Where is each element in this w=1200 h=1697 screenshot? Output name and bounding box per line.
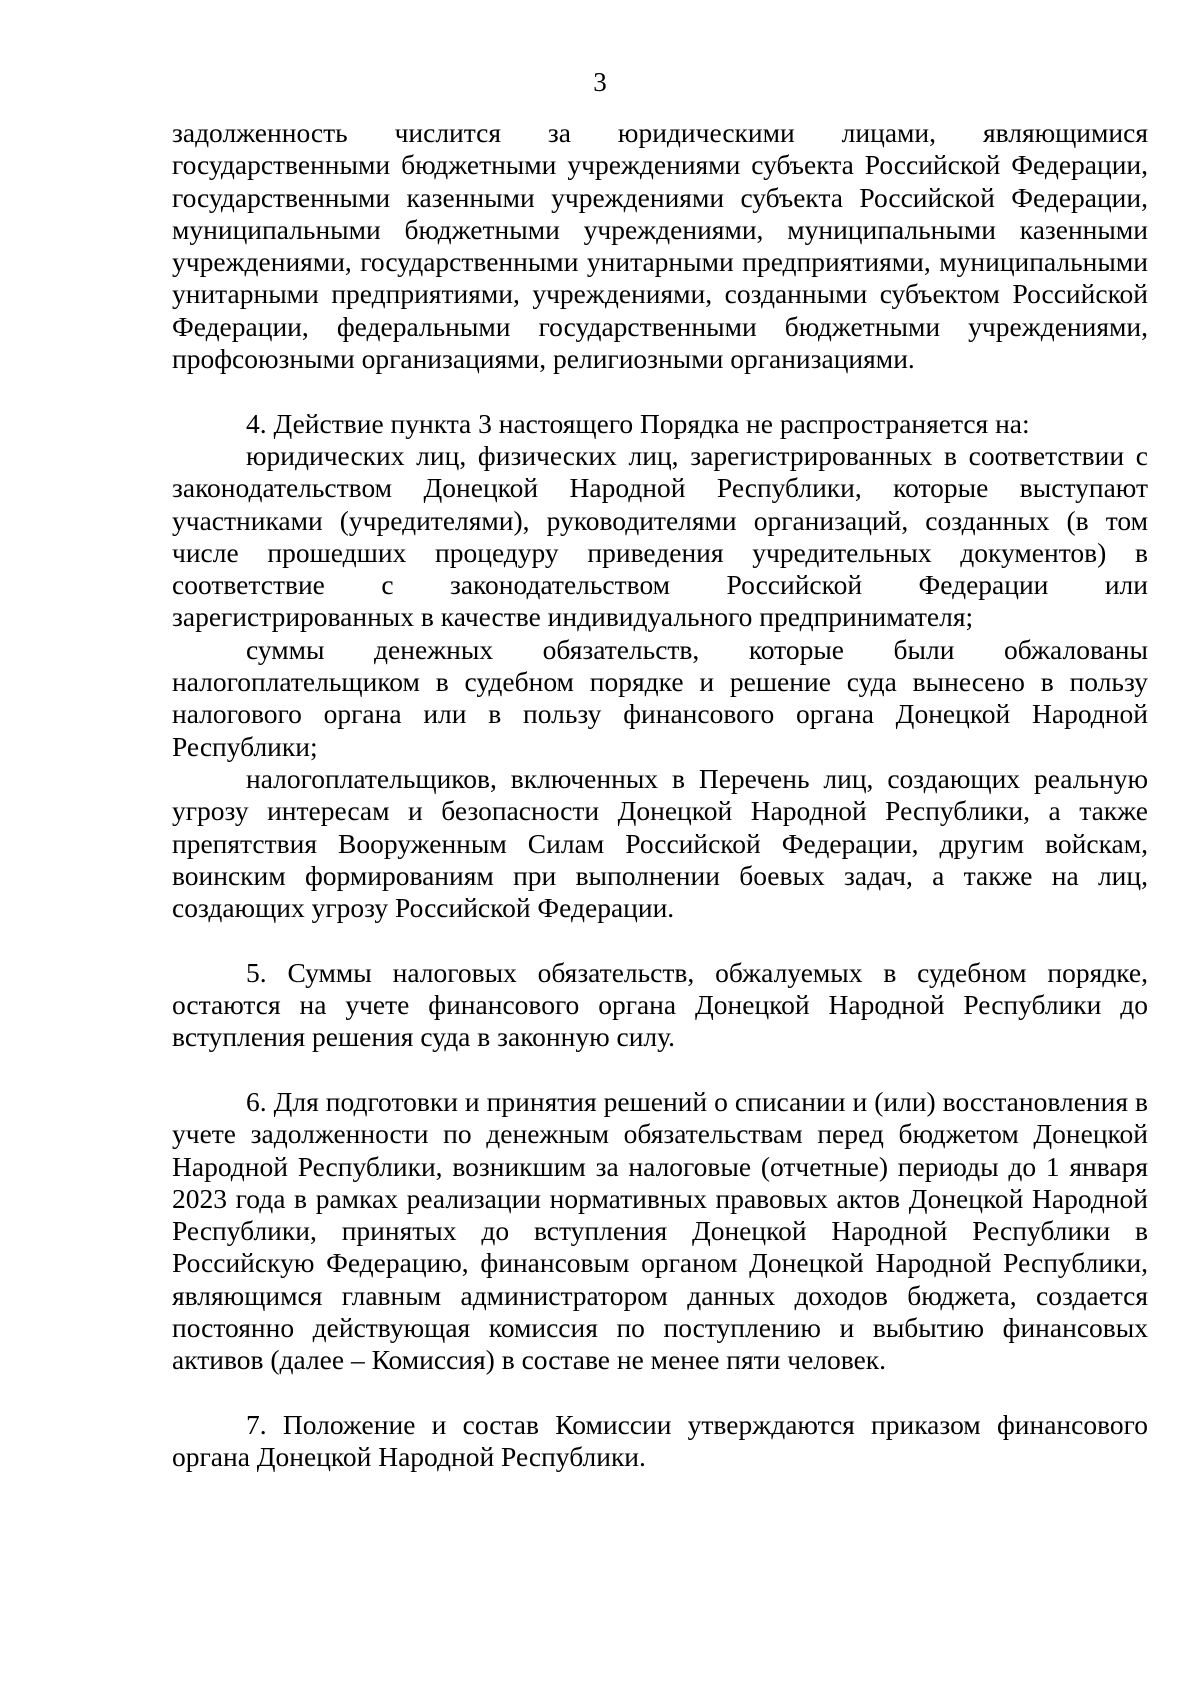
- paragraph-item-4-sub-2: суммы денежных обязательств, которые были обжалованы налогоплательщиком в судебном порядке и решение суда вынесено в пользу налогового органа или в пользу финансового органа Донецкой Народной Республики;: [172, 633, 1148, 762]
- paragraph-item-4: 4. Действие пункта 3 настоящего Порядка не распространяется на:: [246, 407, 1030, 439]
- document-body: [172, 117, 1148, 1473]
- paragraph-item-4-sub-1: юридических лиц, физических лиц, зарегистрированных в соответствии с законодательством Донецкой Народной Республики, которые выступают участниками (учредителями), руководителями организаций, созданных (в том числе прошедших процедуру приведения учредительных документов) в соответствие с законодательством Российской Федерации или зарегистрированных в качестве индивидуального предпринимателя;: [172, 439, 1148, 633]
- paragraph-item-4-sub-3: налогоплательщиков, включенных в Перечень лиц, создающих реальную угрозу интересам и безопасности Донецкой Народной Республики, а также препятствия Вооруженным Силам Российской Федерации, другим войскам, воинским формированиям при выполнении боевых задач, а также на лиц, создающих угрозу Российской Федерации.: [172, 762, 1148, 924]
- page-number: 3: [593, 67, 607, 97]
- paragraph-item-6: 6. Для подготовки и принятия решений о списании и (или) восстановления в учете задолженности по денежным обязательствам перед бюджетом Донецкой Народной Республики, возникшим за налоговые (отчетные) периоды до 1 января 2023 года в рамках реализации нормативных правовых актов Донецкой Народной Республики, принятых до вступления Донецкой Народной Республики в Российскую Федерацию, финансовым органом Донецкой Народной Республики, являющимся главным администратором данных доходов бюджета, создается постоянно действующая комиссия по поступлению и выбытию финансовых активов (далее – Комиссия) в составе не менее пяти человек.: [172, 1085, 1148, 1376]
- paragraph-item-5: 5. Суммы налоговых обязательств, обжалуемых в судебном порядке, остаются на учете финансового органа Донецкой Народной Республики до вступления решения суда в законную силу.: [172, 956, 1148, 1053]
- paragraph-continuation: задолженность числится за юридическими лицами, являющимися государственными бюджетными учреждениями субъекта Российской Федерации, государственными казенными учреждениями субъекта Российской Федерации, муниципальными бюджетными учреждениями, муниципальными казенными учреждениями, государственными унитарными предприятиями, муниципальными унитарными предприятиями, учреждениями, созданными субъектом Российской Федерации, федеральными государственными бюджетными учреждениями, профсоюзными организациями, религиозными организациями.: [172, 117, 1148, 375]
- paragraph-item-7: 7. Положение и состав Комиссии утверждаются приказом финансового органа Донецкой Народной Республики.: [172, 1408, 1148, 1473]
